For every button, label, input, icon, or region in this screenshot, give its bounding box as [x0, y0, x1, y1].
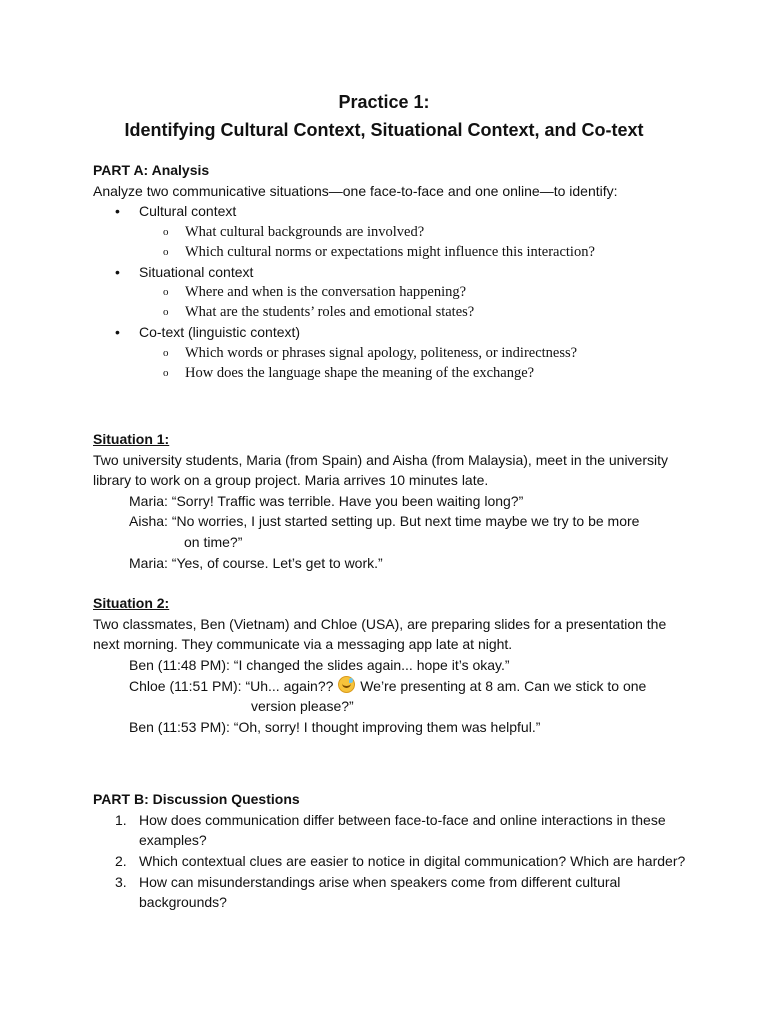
circle-bullet-icon: o: [163, 225, 169, 238]
dialogue-line: [129, 491, 693, 512]
part-b-heading: PART B: Discussion Questions: [93, 791, 300, 808]
situation-1-heading: Situation 1:: [93, 430, 170, 447]
discussion-questions-list: [93, 810, 693, 913]
grinning-sweat-emoji-icon: [338, 676, 355, 693]
dialogue-line: [129, 553, 693, 574]
speech-text: “Yes, of course. Let’s get to work.”: [171, 554, 383, 571]
question-text: Which contextual clues are easier to notice in digital communication? Which are harder?: [139, 853, 686, 870]
sub-list-item: [139, 242, 693, 262]
speaker-label: Ben (11:48 PM):: [129, 656, 234, 673]
circle-bullet-icon: o: [163, 346, 169, 359]
sub-list-item-text: What cultural backgrounds are involved?: [185, 223, 425, 240]
situation-1-description: Two university students, Maria (from Spain) and Aisha (from Malaysia), meet in the university library to work on a group project. Maria arrives 10 minutes late.: [93, 451, 668, 489]
situation-2-dialogue: [93, 655, 693, 737]
situation-1-dialogue: [93, 491, 693, 573]
list-item: [93, 872, 693, 913]
dialogue-line-continuation: version please?”: [251, 698, 354, 715]
speech-text-before-emoji: “Uh... again??: [245, 677, 338, 694]
sub-list-item: [139, 343, 693, 363]
page-title-line-1: Practice 1:: [338, 92, 430, 112]
situation-2-description: Two classmates, Ben (Vietnam) and Chloe (USA), are preparing slides for a presentation the next morning. They communicate via a messaging app late at night.: [93, 615, 667, 653]
sub-list-item: [139, 282, 693, 302]
list-item: [93, 810, 693, 851]
bullet-icon: •: [115, 203, 120, 220]
list-item-label: Situational context: [139, 263, 254, 280]
sub-list-item-text: Where and when is the conversation happening?: [185, 284, 467, 301]
circle-bullet-icon: o: [163, 306, 169, 319]
list-item: [93, 851, 693, 872]
bullet-icon: •: [115, 324, 120, 341]
sub-list: [139, 222, 693, 262]
circle-bullet-icon: o: [163, 286, 169, 299]
dialogue-line: [129, 511, 693, 532]
sub-list: [139, 282, 693, 322]
dialogue-line-continuation: on time?”: [184, 533, 243, 550]
list-item: [93, 201, 693, 262]
speaker-label: Maria:: [129, 492, 172, 509]
list-item-label: Co-text (linguistic context): [139, 324, 301, 341]
sub-list-item-text: Which cultural norms or expectations might influence this interaction?: [185, 243, 595, 260]
speaker-label: Aisha:: [129, 513, 172, 530]
dialogue-line: [129, 655, 693, 676]
part-a-heading: PART A: Analysis: [93, 162, 210, 178]
part-a-intro: Analyze two communicative situations—one face-to-face and one online—to identify:: [93, 182, 618, 199]
bullet-icon: •: [115, 263, 120, 280]
question-text: How can misunderstandings arise when speakers come from different cultural backgrounds?: [139, 873, 621, 911]
sub-list-item: [139, 222, 693, 242]
sub-list-item-text: How does the language shape the meaning of the exchange?: [185, 364, 535, 381]
title-block: [0, 88, 768, 144]
sub-list-item: [139, 363, 693, 383]
speech-text: “I changed the slides again... hope it’s okay.”: [233, 656, 510, 673]
speech-text: “No worries, I just started setting up. But next time maybe we try to be more: [171, 513, 640, 530]
dialogue-line: [129, 676, 693, 697]
speech-text-after-emoji: We’re presenting at 8 am. Can we stick to one: [356, 677, 647, 694]
question-text: How does communication differ between face-to-face and online interactions in these examples?: [139, 811, 666, 849]
page-title-line-2: Identifying Cultural Context, Situational Context, and Co-text: [124, 120, 644, 140]
list-item: [93, 322, 693, 383]
speaker-label: Chloe (11:51 PM):: [129, 677, 246, 694]
list-item: [93, 262, 693, 323]
situation-2-heading: Situation 2:: [93, 595, 170, 612]
dialogue-line: [129, 717, 693, 738]
sub-list-item: [139, 302, 693, 322]
question-number: 2.: [115, 853, 127, 870]
list-item-label: Cultural context: [139, 203, 237, 220]
circle-bullet-icon: o: [163, 366, 169, 379]
speaker-label: Maria:: [129, 554, 172, 571]
part-a-list: [93, 201, 693, 383]
question-number: 1.: [115, 811, 127, 828]
circle-bullet-icon: o: [163, 245, 169, 258]
speech-text: “Oh, sorry! I thought improving them was helpful.”: [233, 718, 541, 735]
speech-text: “Sorry! Traffic was terrible. Have you been waiting long?”: [171, 492, 524, 509]
sub-list-item-text: Which words or phrases signal apology, politeness, or indirectness?: [185, 344, 578, 361]
document-body: [93, 160, 693, 913]
sub-list-item-text: What are the students’ roles and emotional states?: [185, 304, 475, 321]
question-number: 3.: [115, 873, 127, 890]
speaker-label: Ben (11:53 PM):: [129, 718, 234, 735]
sub-list: [139, 343, 693, 383]
